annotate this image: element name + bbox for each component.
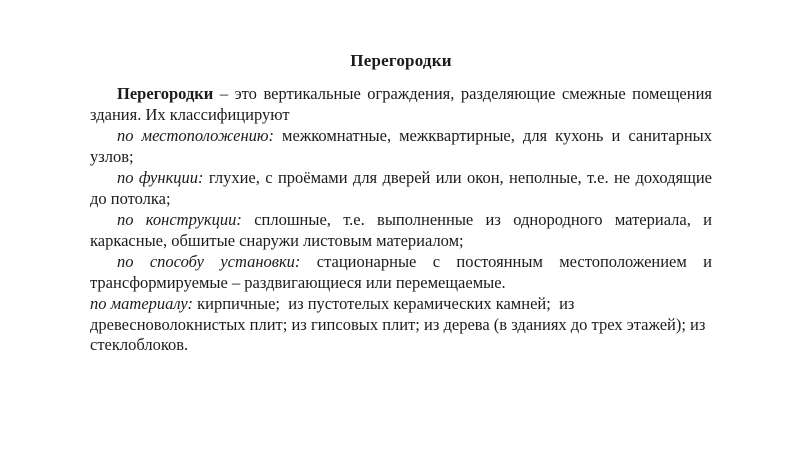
paragraph-text: стационарные с постоянным местоположением и трансформируемые – раздвигающиеся или перемещаемые. [90,252,712,292]
paragraph-by-function [90,168,712,209]
paragraph-by-installation [90,252,712,293]
paragraph-lead-term: по конструкции: [117,210,242,229]
paragraph-lead-term: по функции: [117,168,204,187]
paragraph-lead-term: по способу установки: [117,252,301,271]
paragraph-text: кирпичные; из пустотелых керамических камней; из древесноволокнистых плит; из гипсовых плит; из дерева (в зданиях до трех этажей); из стеклоблоков. [90,294,710,354]
paragraph-text: сплошные, т.е. выполненные из однородного материала, и каркасные, обшитые снаружи листовым материалом; [90,210,712,250]
slide-text-block [90,51,712,357]
paragraph-lead-term: Перегородки [117,84,214,103]
paragraph-definition [90,84,712,125]
paragraph-by-location [90,126,712,167]
paragraph-lead-term: по местоположению: [117,126,275,145]
paragraph-by-construction [90,210,712,251]
paragraph-text: межкомнатные, межквартирные, для кухонь и санитарных узлов; [90,126,712,166]
slide-title: Перегородки [350,51,452,70]
paragraph-lead-term: по материалу: [90,294,193,313]
paragraph-text: – это вертикальные ограждения, разделяющие смежные помещения здания. Их классифицируют [90,84,712,124]
paragraph-by-material [90,294,712,356]
paragraph-text: глухие, с проёмами для дверей или окон, неполные, т.е. не доходящие до потолка; [90,168,712,208]
